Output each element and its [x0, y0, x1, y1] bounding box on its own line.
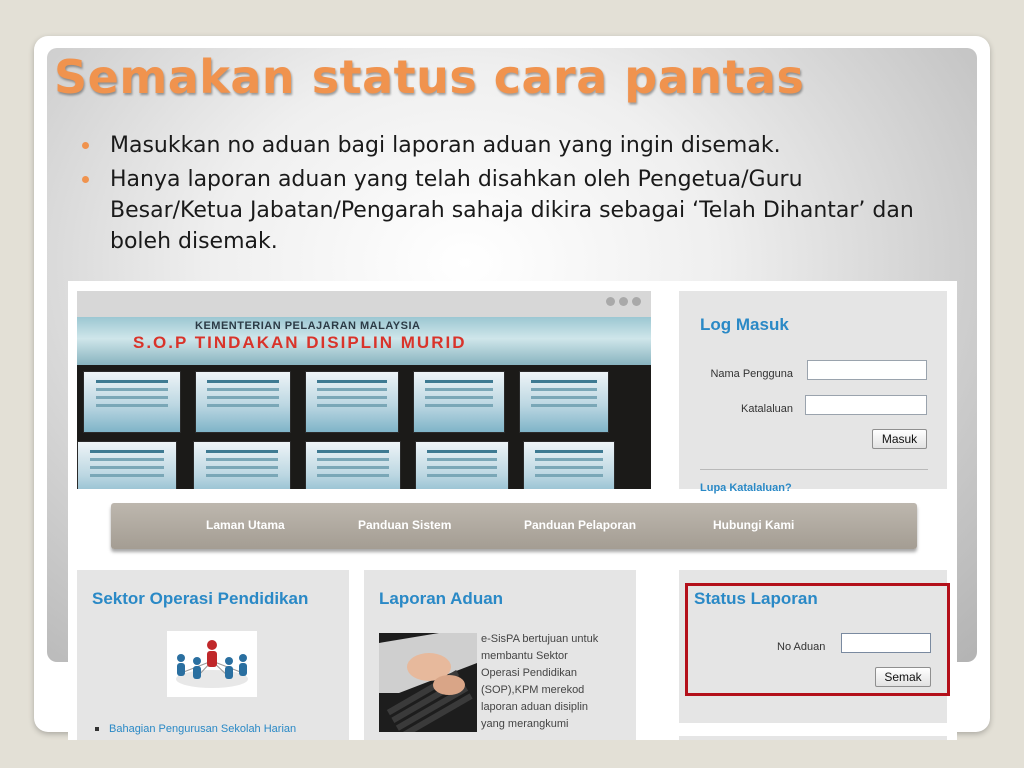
laporan-description-line: (SOP),KPM merekod: [481, 684, 585, 696]
bullet-dot-icon: [82, 176, 89, 183]
sektor-panel: [77, 570, 349, 740]
laporan-description-line: membantu Sektor: [481, 650, 568, 662]
laporan-title: Laporan Aduan: [379, 589, 504, 608]
slideshow-dots-icon[interactable]: [606, 297, 641, 306]
password-input[interactable]: [805, 395, 927, 415]
bullet-text: Hanya laporan aduan yang telah disahkan oleh Pengetua/Guru Besar/Ketua Jabatan/Pengarah sahaja dikira sebagai ‘Telah Dihantar’ dan boleh disemak.: [110, 167, 914, 254]
banner-photo: [77, 317, 651, 489]
laporan-description-line: laporan aduan disiplin: [481, 701, 589, 713]
sektor-list-item[interactable]: [95, 723, 296, 735]
banner-sign-line1: KEMENTERIAN PELAJARAN MALAYSIA: [195, 320, 421, 332]
nav-panduan-pelaporan[interactable]: Panduan Pelaporan: [524, 518, 637, 532]
status-panel-bottom: [679, 736, 947, 740]
poster-image: [523, 441, 615, 489]
username-input[interactable]: [807, 360, 927, 380]
slide-title: Semakan status cara pantas: [54, 50, 805, 104]
people-network-icon: [167, 631, 257, 697]
poster-image: [83, 371, 181, 433]
sektor-title: Sektor Operasi Pendidikan: [92, 589, 309, 608]
login-button[interactable]: Masuk: [872, 429, 927, 449]
laporan-panel: [364, 570, 636, 740]
nav-laman-utama[interactable]: Laman Utama: [206, 518, 285, 532]
bullet-dot-icon: [82, 142, 89, 149]
nav-hubungi-kami[interactable]: Hubungi Kami: [713, 518, 795, 532]
laporan-description-line: yang merangkumi: [481, 718, 569, 730]
laporan-description-line: Operasi Pendidikan: [481, 667, 578, 679]
login-title: Log Masuk: [700, 315, 789, 334]
poster-image: [77, 441, 177, 489]
poster-image: [195, 371, 291, 433]
no-aduan-label: No Aduan: [777, 641, 826, 653]
bullet-text: Masukkan no aduan bagi laporan aduan yang ingin disemak.: [110, 133, 781, 158]
poster-image: [305, 441, 401, 489]
nav-panduan-sistem[interactable]: Panduan Sistem: [358, 518, 452, 532]
banner-sign: [77, 317, 651, 365]
banner-sign-line2: S.O.P TINDAKAN DISIPLIN MURID: [133, 333, 467, 352]
semak-button[interactable]: Semak: [875, 667, 931, 687]
banner-panel: [77, 291, 651, 489]
status-title: Status Laporan: [694, 589, 818, 608]
bullet-square-icon: [95, 727, 99, 731]
poster-image: [193, 441, 291, 489]
embedded-screenshot: [68, 281, 957, 740]
main-navbar: [111, 503, 917, 549]
sektor-link[interactable]: Bahagian Pengurusan Sekolah Harian: [109, 723, 297, 735]
keyboard-typing-image: [379, 633, 477, 732]
laporan-description: [481, 631, 631, 733]
poster-image: [415, 441, 509, 489]
login-divider: [700, 469, 928, 470]
bullet-item: [80, 164, 940, 257]
poster-image: [305, 371, 399, 433]
poster-image: [413, 371, 505, 433]
poster-row: [77, 439, 651, 489]
username-label: Nama Pengguna: [710, 368, 793, 380]
password-label: Katalaluan: [741, 403, 793, 415]
bullet-list: [80, 130, 940, 260]
laporan-description-line: e-SisPA bertujuan untuk: [481, 633, 599, 645]
poster-image: [519, 371, 609, 433]
login-panel: [679, 291, 947, 494]
poster-row: [77, 369, 651, 433]
bullet-item: [80, 130, 940, 161]
forgot-password-link[interactable]: Lupa Katalaluan?: [700, 482, 792, 494]
status-highlight-box: [685, 583, 950, 696]
